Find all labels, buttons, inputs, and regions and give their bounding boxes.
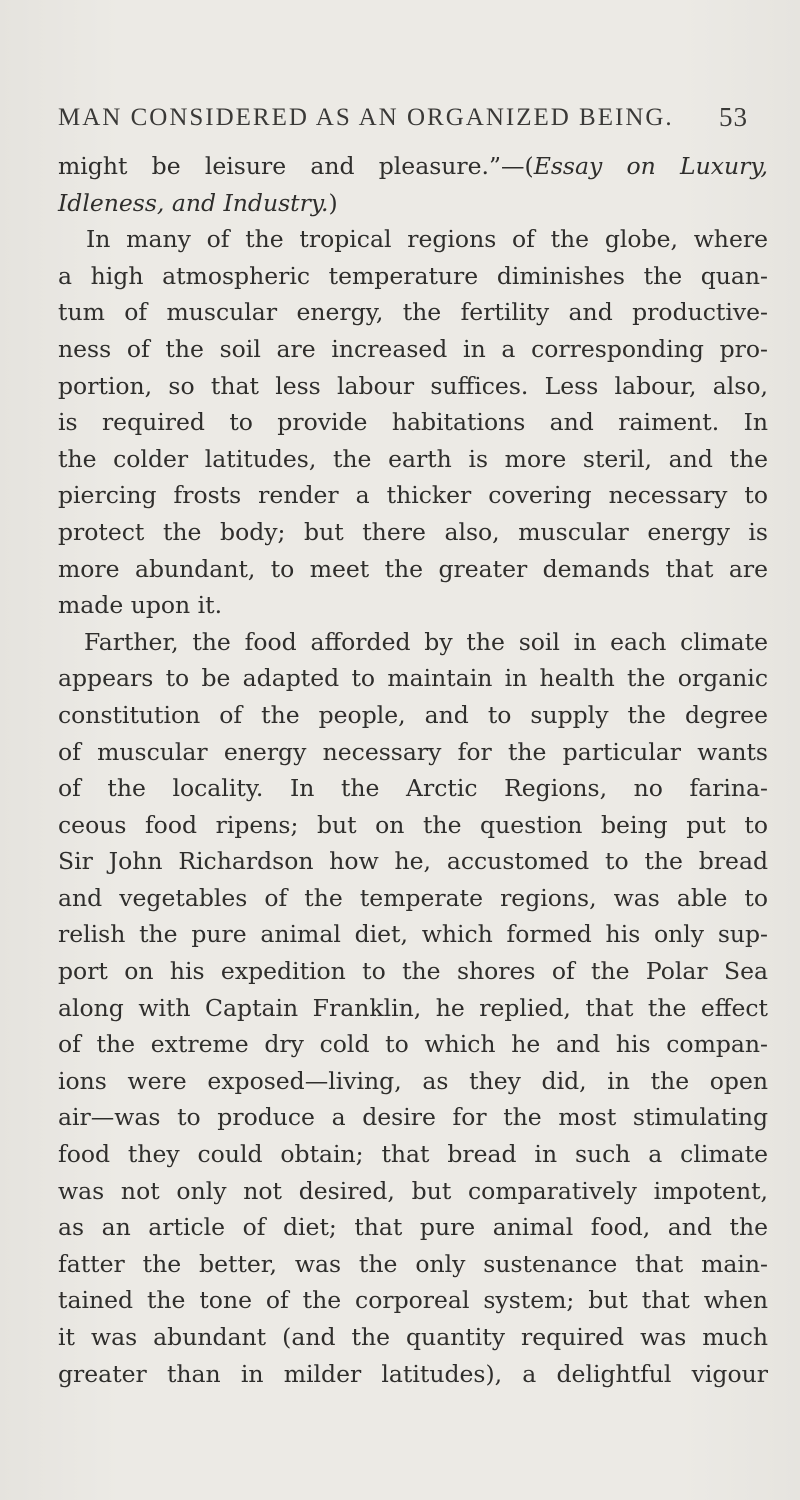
text-line: Sir John Richardson how he, accustomed to the bread (58, 847, 768, 876)
text-line: protect the body; but there also, muscular energy is (58, 517, 768, 546)
text-line: made upon it. (58, 591, 223, 620)
text-line: is required to provide habitations and raiment. In (58, 408, 768, 437)
page-number: 53 (719, 102, 748, 132)
running-head-title: MAN CONSIDERED AS AN ORGANIZED BEING. (58, 104, 674, 131)
text-line: tum of muscular energy, the fertility and productive- (58, 298, 768, 327)
text-line: food they could obtain; that bread in such a climate (58, 1140, 768, 1169)
text-line: ceous food ripens; but on the question being put to (58, 810, 768, 839)
text-line: constitution of the people, and to supply the degree (58, 700, 768, 729)
text-line: greater than in milder latitudes), a delightful vigour (58, 1359, 768, 1388)
text-line: and vegetables of the temperate regions, was able to (58, 883, 768, 912)
text-run: ) (328, 188, 338, 217)
paragraph-start-line: In many of the tropical regions of the globe, where (86, 225, 768, 254)
text-line: as an article of diet; that pure animal food, and the (58, 1213, 768, 1242)
text-line (58, 185, 768, 222)
text-line: port on his expedition to the shores of the Polar Sea (58, 957, 768, 986)
text-line: of the extreme dry cold to which he and his compan- (58, 1030, 768, 1059)
text-line: ions were exposed—living, as they did, in the open (58, 1066, 768, 1095)
text-run: might be leisure and pleasure.”—( (58, 152, 534, 180)
text-line: along with Captain Franklin, he replied, that the effect (58, 993, 768, 1022)
paragraph-start-line: Farther, the food afforded by the soil in each climate (84, 627, 768, 656)
text-line: piercing frosts render a thicker covering necessary to (58, 481, 768, 510)
text-line: more abundant, to meet the greater demands that are (58, 554, 768, 583)
text-line: of the locality. In the Arctic Regions, no farina- (58, 774, 768, 803)
running-head (58, 104, 748, 144)
body-text (58, 148, 768, 1392)
text-line: appears to be adapted to maintain in health the organic (58, 664, 768, 693)
text-line (58, 148, 768, 185)
text-line: it was abundant (and the quantity required was much (58, 1323, 768, 1351)
text-line: relish the pure animal diet, which formed his only sup- (58, 920, 768, 949)
text-line: a high atmospheric temperature diminishes the quan- (58, 261, 768, 290)
text-line: of muscular energy necessary for the particular wants (58, 737, 768, 766)
text-line: fatter the better, was the only sustenance that main- (58, 1249, 768, 1278)
text-line: tained the tone of the corporeal system; but that when (58, 1286, 768, 1315)
text-line: portion, so that less labour suffices. Less labour, also, (58, 371, 768, 400)
text-line: the colder latitudes, the earth is more steril, and the (58, 444, 768, 473)
text-line: was not only not desired, but comparatively impotent, (58, 1176, 768, 1205)
text-line: air—was to produce a desire for the most stimulating (58, 1103, 768, 1132)
italic-text: Essay on Luxury, (533, 152, 768, 180)
text-line: ness of the soil are increased in a corresponding pro- (58, 334, 768, 363)
italic-text: Idleness, and Industry. (58, 188, 329, 217)
